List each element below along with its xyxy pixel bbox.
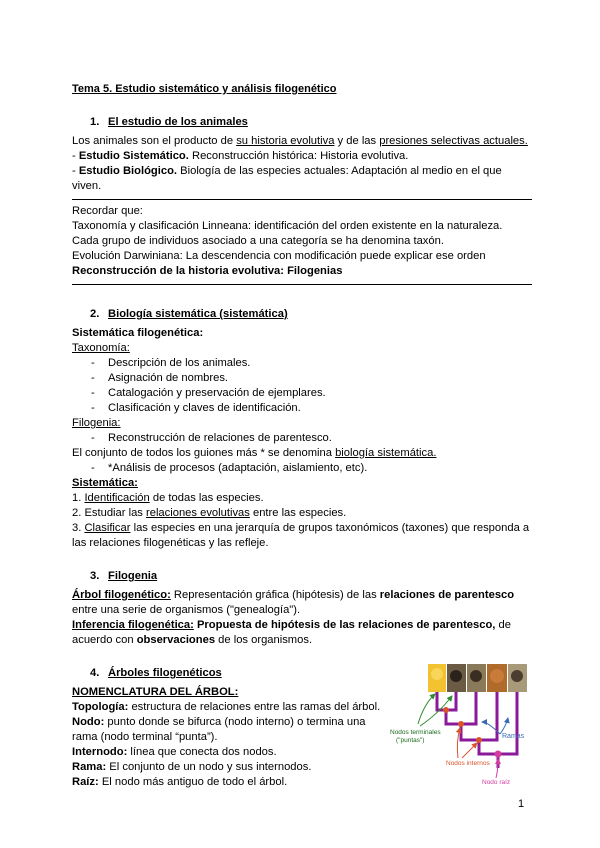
page-number: 1 bbox=[518, 798, 525, 810]
phylogenetic-tree-figure bbox=[388, 662, 528, 786]
text: de todas las especies. bbox=[149, 492, 264, 504]
recordar-line: Reconstrucción de la historia evolutiva: Filogenias bbox=[72, 265, 343, 277]
term: Árbol filogenético: bbox=[72, 589, 171, 601]
arrow bbox=[500, 718, 508, 734]
text: Clasificar bbox=[84, 522, 131, 534]
list-item: - Clasificación y claves de identificación. bbox=[72, 401, 532, 416]
star-list bbox=[72, 461, 532, 476]
text: Reconstrucción histórica: Historia evolutiva. bbox=[188, 150, 409, 162]
text: Identificación bbox=[84, 492, 150, 504]
recordar-line: Taxonomía y clasificación Linneana: identificación del orden existente en la naturaleza. bbox=[72, 220, 503, 232]
section-title: El estudio de los animales bbox=[108, 116, 248, 128]
label-internal-nodes: Nodos internos bbox=[446, 760, 490, 767]
term: Inferencia filogenética: bbox=[72, 619, 194, 631]
text: Estudio Sistemático. bbox=[78, 150, 189, 162]
section-number: 2. bbox=[90, 308, 100, 320]
paragraph bbox=[72, 446, 532, 461]
subheading: Sistemática filogenética: bbox=[72, 327, 204, 339]
definition bbox=[72, 700, 382, 715]
text: - bbox=[72, 150, 79, 162]
text: línea que conecta dos nodos. bbox=[127, 746, 277, 758]
term: Raíz: bbox=[72, 776, 99, 788]
text: punto donde se bifurca (nodo interno) o termina una rama (nodo terminal “punta”). bbox=[72, 716, 366, 743]
section-2-heading bbox=[72, 307, 532, 322]
text: Los animales son el producto de bbox=[72, 135, 237, 147]
section-number: 3. bbox=[90, 570, 100, 582]
section-1-heading bbox=[72, 115, 532, 130]
taxon-face bbox=[511, 670, 523, 682]
subheading: NOMENCLATURA DEL ÁRBOL: bbox=[72, 686, 239, 698]
section-number: 4. bbox=[90, 667, 100, 679]
taxon-face bbox=[490, 669, 504, 683]
section-3-heading bbox=[72, 569, 532, 584]
text: El conjunto de un nodo y sus internodos. bbox=[106, 761, 312, 773]
divider bbox=[72, 284, 532, 285]
numbered-item bbox=[72, 506, 532, 521]
text: de los organismos. bbox=[215, 634, 313, 646]
nomenclature-block bbox=[72, 685, 382, 790]
text: presiones selectivas actuales. bbox=[379, 135, 528, 147]
subheading: Sistemática: bbox=[72, 477, 138, 489]
definition bbox=[72, 745, 382, 760]
definition bbox=[72, 715, 382, 745]
text: su historia evolutiva bbox=[236, 135, 335, 147]
text: entre una serie de organismos ("genealogía"). bbox=[72, 604, 301, 616]
list-item: - Catalogación y preservación de ejemplares. bbox=[72, 386, 532, 401]
text: - bbox=[72, 165, 79, 177]
text: observaciones bbox=[136, 634, 216, 646]
arrow bbox=[418, 694, 435, 724]
text: entre las especies. bbox=[249, 507, 347, 519]
text: 2. Estudiar las bbox=[72, 507, 146, 519]
s1-intro bbox=[72, 134, 532, 149]
label-terminal-nodes-sub: ("puntas") bbox=[396, 737, 425, 744]
paragraph bbox=[72, 588, 532, 618]
text: Biología de las especies actuales: Adaptación al medio en el que viven. bbox=[72, 165, 502, 192]
recordar-line: Recordar que: bbox=[72, 205, 143, 217]
label-terminal-nodes: Nodos terminales bbox=[390, 729, 441, 736]
paragraph bbox=[72, 618, 532, 648]
list-item: - *Análisis de procesos (adaptación, aislamiento, etc). bbox=[72, 461, 532, 476]
taxon-face bbox=[450, 670, 462, 682]
text: y de las bbox=[334, 135, 380, 147]
internal-node bbox=[458, 721, 464, 727]
section-number: 1. bbox=[90, 116, 100, 128]
text: las especies en una jerarquía de grupos taxonómicos (taxones) que responda a las relaciones filogenéticas y las refleje. bbox=[72, 522, 530, 549]
term: Internodo: bbox=[72, 746, 128, 758]
text: estructura de relaciones entre las ramas del árbol. bbox=[128, 701, 381, 713]
section-title: Biología sistemática (sistemática) bbox=[108, 308, 288, 320]
internal-node bbox=[476, 737, 482, 743]
text: 1. bbox=[72, 492, 85, 504]
numbered-item bbox=[72, 491, 532, 506]
filogenia-list bbox=[72, 431, 532, 446]
recordar-line: Evolución Darwiniana: La descendencia con modificación puede explicar ese orden bbox=[72, 250, 486, 262]
text: relaciones evolutivas bbox=[146, 507, 250, 519]
text: El conjunto de todos los guiones más * se denomina bbox=[72, 447, 336, 459]
text: Representación gráfica (hipótesis) de las bbox=[170, 589, 380, 601]
taxonomia-list bbox=[72, 356, 532, 416]
definition bbox=[72, 760, 382, 775]
text: Propuesta de hipótesis de las relaciones de parentesco, bbox=[193, 619, 496, 631]
recordar-line: Cada grupo de individuos asociado a una categoría se ha denomina taxón. bbox=[72, 235, 444, 247]
root-node bbox=[495, 751, 502, 758]
list-item: - Descripción de los animales. bbox=[72, 356, 532, 371]
s1-line-1 bbox=[72, 149, 532, 164]
s1-line-2 bbox=[72, 164, 532, 194]
text: biología sistemática. bbox=[335, 447, 437, 459]
taxon-face bbox=[470, 670, 482, 682]
arrow bbox=[462, 743, 477, 758]
section-title: Filogenia bbox=[108, 570, 158, 582]
list-item: - Reconstrucción de relaciones de parentesco. bbox=[72, 431, 532, 446]
text: 3. bbox=[72, 522, 85, 534]
internal-node bbox=[443, 707, 449, 713]
text: Estudio Biológico. bbox=[78, 165, 178, 177]
subheading: Taxonomía: bbox=[72, 342, 130, 354]
text: de acuerdo con bbox=[72, 619, 511, 646]
numbered-item bbox=[72, 521, 532, 551]
term: Rama: bbox=[72, 761, 107, 773]
taxon-face bbox=[431, 668, 443, 680]
label-branches: Ramas bbox=[502, 733, 525, 740]
definition bbox=[72, 775, 382, 790]
tree-svg bbox=[388, 662, 528, 786]
list-item: - Asignación de nombres. bbox=[72, 371, 532, 386]
tree-branches bbox=[437, 692, 517, 768]
document-title: Tema 5. Estudio sistemático y análisis filogenético bbox=[72, 83, 337, 95]
text: El nodo más antiguo de todo el árbol. bbox=[98, 776, 288, 788]
subheading: Filogenia: bbox=[72, 417, 121, 429]
text: relaciones de parentesco bbox=[379, 589, 515, 601]
section-title: Árboles filogenéticos bbox=[108, 667, 222, 679]
label-root-node: Nodo raíz bbox=[482, 779, 511, 786]
term: Nodo: bbox=[72, 716, 105, 728]
term: Topología: bbox=[72, 701, 129, 713]
divider bbox=[72, 199, 532, 200]
